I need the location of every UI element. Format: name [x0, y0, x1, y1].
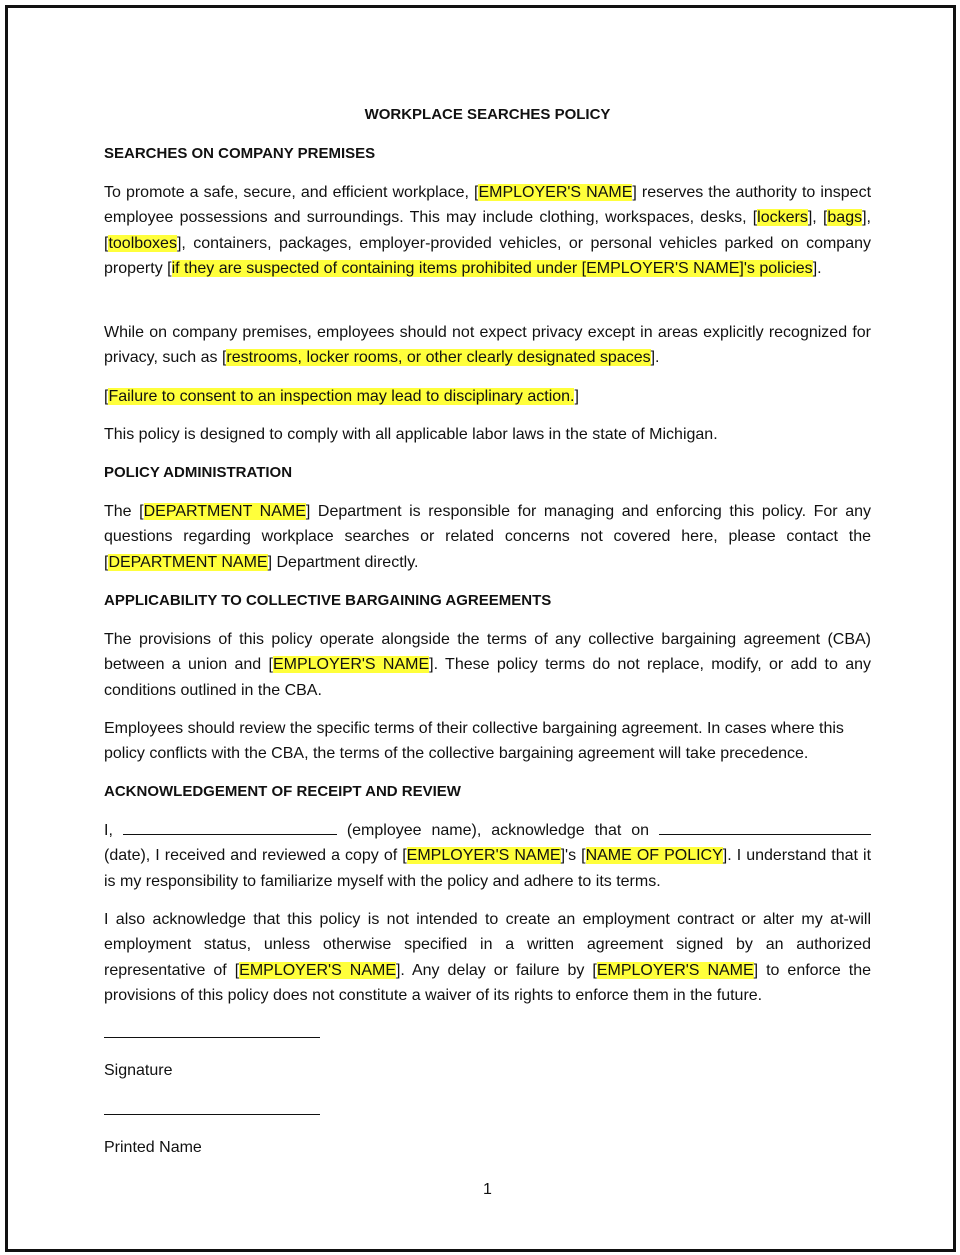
placeholder-highlight: EMPLOYER'S NAME — [478, 184, 633, 201]
paragraph-premises-4: This policy is designed to comply with all applicable labor laws in the state of Michigan. — [104, 426, 718, 443]
placeholder-highlight: DEPARTMENT NAME — [108, 553, 268, 571]
printed-name-label: Printed Name — [104, 1139, 202, 1156]
placeholder-highlight: if they are suspected of containing items prohibited under [EMPLOYER'S NAME]'s policies — [171, 259, 813, 277]
section-heading-administration: POLICY ADMINISTRATION — [104, 464, 293, 481]
section-heading-cba: APPLICABILITY TO COLLECTIVE BARGAINING AGREEMENTS — [104, 592, 552, 609]
placeholder-highlight: DEPARTMENT NAME — [143, 503, 306, 520]
placeholder-highlight: bags — [827, 209, 863, 227]
paragraph-premises-3: [Failure to consent to an inspection may lead to disciplinary action.] — [104, 388, 579, 405]
date-blank[interactable] — [659, 833, 871, 835]
placeholder-highlight: lockers — [757, 209, 808, 227]
signature-label: Signature — [104, 1062, 173, 1079]
document-title: WORKPLACE SEARCHES POLICY — [364, 106, 611, 123]
placeholder-highlight: NAME OF POLICY — [585, 847, 723, 865]
paragraph-acknowledgement-2: I also acknowledge that this policy is not intended to create an employment contract or alter my at-will employment status, unless otherwise specified in a written agreement signed by an authorized representative of [EMPLOYER'S NAME]. Any delay or failure by [EMPLOYER'S NAME] to enforce the provisions of this policy does not constitute a waiver of its rights to enforce them in the future. — [104, 911, 871, 1004]
paragraph-cba-2: Employees should review the specific terms of their collective bargaining agreement. In cases where this policy conflicts with the CBA, the terms of the collective bargaining agreement will take precedence. — [104, 720, 844, 763]
placeholder-highlight: Failure to consent to an inspection may lead to disciplinary action. — [108, 388, 575, 405]
paragraph-cba-1: The provisions of this policy operate alongside the terms of any collective bargaining agreement (CBA) between a union and [EMPLOYER'S NAME]. These policy terms do not replace, modify, or add to any conditions outlined in the CBA. — [104, 631, 872, 699]
placeholder-highlight: EMPLOYER'S NAME — [239, 961, 396, 979]
printed-name-line[interactable] — [104, 1114, 320, 1115]
page-number: 1 — [483, 1181, 492, 1198]
section-heading-premises: SEARCHES ON COMPANY PREMISES — [104, 145, 376, 162]
section-heading-acknowledgement: ACKNOWLEDGEMENT OF RECEIPT AND REVIEW — [104, 783, 461, 800]
paragraph-acknowledgement-1: I, (employee name), acknowledge that on (date), I received and reviewed a copy of [EMPLOYER'S NAME]'s [NAME OF POLICY]. I understand that it is my responsibility to familiarize myself with the policy and adhere to its terms. — [104, 822, 872, 890]
placeholder-highlight: EMPLOYER'S NAME — [596, 961, 754, 979]
placeholder-highlight: restrooms, locker rooms, or other clearly designated spaces — [226, 349, 651, 367]
placeholder-highlight: EMPLOYER'S NAME — [406, 847, 561, 865]
page-frame — [5, 5, 956, 1252]
signature-line[interactable] — [104, 1037, 320, 1038]
paragraph-premises-2: While on company premises, employees should not expect privacy except in areas explicitly recognized for privacy, such as [restrooms, locker rooms, or other clearly designated spaces]. — [104, 324, 871, 367]
employee-name-blank[interactable] — [123, 833, 337, 835]
paragraph-administration-1: The [DEPARTMENT NAME] Department is responsible for managing and enforcing this policy. For any questions regarding workplace searches or related concerns not covered here, please contact the [DEPARTMENT NAME] Department directly. — [104, 503, 872, 571]
placeholder-highlight: EMPLOYER'S NAME — [272, 656, 430, 674]
placeholder-highlight: toolboxes — [108, 234, 177, 252]
paragraph-premises-1: To promote a safe, secure, and efficient workplace, [EMPLOYER'S NAME] reserves the authority to inspect employee possessions and surroundings. This may include clothing, workspaces, desks, [lockers], [bags], [toolboxes], containers, packages, employer-provided vehicles, or personal vehicles parked on company property [if they are suspected of containing items prohibited under [EMPLOYER'S NAME]'s policies]. — [104, 184, 872, 277]
